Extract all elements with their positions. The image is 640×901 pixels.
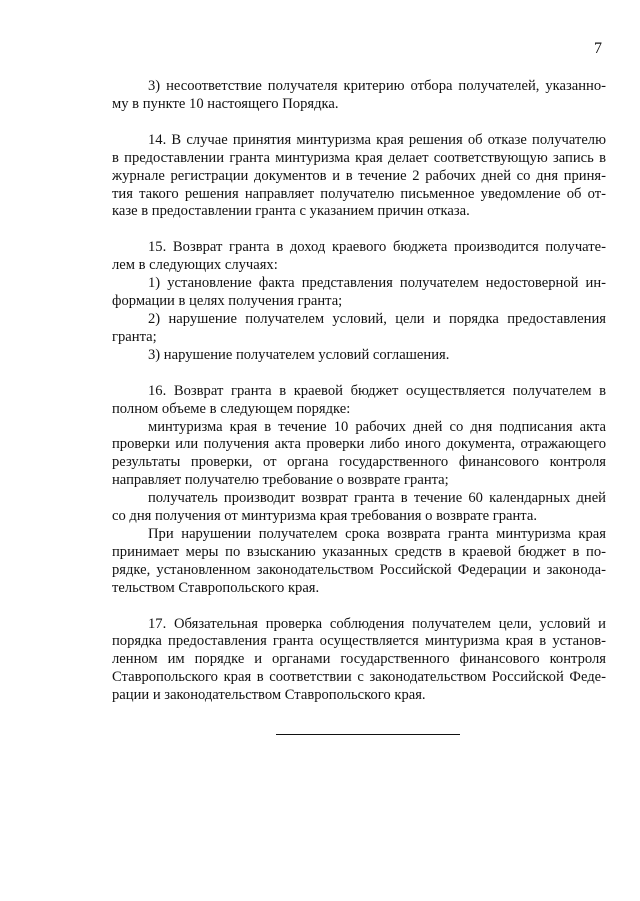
paragraph xyxy=(112,78,606,114)
paragraph-gap xyxy=(112,365,606,383)
text-line: Ставропольского края в соответствии с законодательством Российской Феде- xyxy=(112,669,606,686)
text-line: При нарушении получателем срока возврата гранта минтуризма края xyxy=(148,525,606,542)
paragraph xyxy=(112,239,606,275)
paragraph xyxy=(112,490,606,526)
text-line: 17. Обязательная проверка соблюдения получателем цели, условий и xyxy=(148,615,606,632)
text-line: рядке, установленном законодательством Российской Федерации и законода- xyxy=(112,561,606,578)
paragraph xyxy=(112,526,606,598)
text-line: му в пункте 10 настоящего Порядка. xyxy=(112,95,339,112)
closing-rule xyxy=(276,734,460,735)
text-line: полном объеме в следующем порядке: xyxy=(112,400,351,417)
text-line: 1) установление факта представления получателем недостоверной ин- xyxy=(148,275,606,292)
text-line: 16. Возврат гранта в краевой бюджет осуществляется получателем в xyxy=(148,382,606,399)
page-number: 7 xyxy=(594,40,602,57)
text-line: направляет получателю требование о возврате гранта; xyxy=(112,472,449,489)
text-line: формации в целях получения гранта; xyxy=(112,293,343,310)
text-line: получатель производит возврат гранта в течение 60 календарных дней xyxy=(148,490,606,507)
text-line: журнале регистрации документов и в течение 2 рабочих дней со дня приня- xyxy=(112,167,606,184)
paragraph xyxy=(112,275,606,311)
paragraph xyxy=(112,616,606,706)
text-line: порядка предоставления гранта осуществляется минтуризма края в установ- xyxy=(112,633,606,650)
text-line: 2) нарушение получателем условий, цели и порядка предоставления xyxy=(148,310,606,327)
text-line: принимает меры по взысканию указанных средств в краевой бюджет в по- xyxy=(112,543,606,560)
text-line: в предоставлении гранта минтуризма края делает соответствующую запись в xyxy=(112,149,606,166)
paragraph-gap xyxy=(112,598,606,616)
text-line: минтуризма края в течение 10 рабочих дней со дня подписания акта xyxy=(148,418,606,435)
text-line: 3) несоответствие получателя критерию отбора получателей, указанно- xyxy=(148,78,606,94)
paragraph xyxy=(112,311,606,347)
text-line: рации и законодательством Ставропольского края. xyxy=(112,687,426,704)
text-line: тия такого решения направляет получателю письменное уведомление об от- xyxy=(112,185,606,202)
text-line: 14. В случае принятия минтуризма края решения об отказе получателю xyxy=(148,131,606,148)
text-line: результаты проверки, от органа государственного финансового контроля xyxy=(112,454,606,471)
text-line: со дня получения от минтуризма края требования о возврате гранта. xyxy=(112,508,537,525)
text-line: 15. Возврат гранта в доход краевого бюджета производится получате- xyxy=(148,239,606,256)
paragraph xyxy=(112,383,606,419)
text-line: ленном им порядке и органами государственного финансового контроля xyxy=(112,651,606,668)
text-line: проверки или получения акта проверки либо иного документа, отражающего xyxy=(112,436,606,453)
document-body xyxy=(112,78,606,705)
paragraph-gap xyxy=(112,221,606,239)
paragraph xyxy=(112,347,606,365)
paragraph-gap xyxy=(112,114,606,132)
text-line: казе в предоставлении гранта с указанием причин отказа. xyxy=(112,203,470,220)
text-line: 3) нарушение получателем условий соглашения. xyxy=(148,346,450,363)
paragraph xyxy=(112,132,606,222)
text-line: тельством Ставропольского края. xyxy=(112,579,320,596)
text-line: лем в следующих случаях: xyxy=(112,257,278,274)
paragraph xyxy=(112,419,606,491)
text-line: гранта; xyxy=(112,328,157,345)
